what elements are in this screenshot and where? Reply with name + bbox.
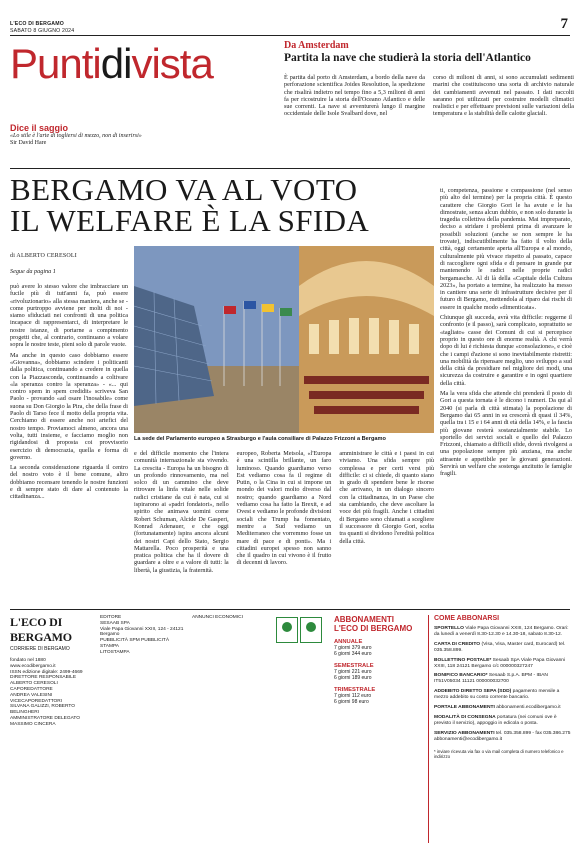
article-column-right [440, 187, 572, 481]
article-column-left [10, 283, 128, 504]
how-item-text: Viale Papa Giovanni XXIII, 124 Bergamo. Orari: da lunedì a venerdì 8.30-12.30 e 14.30-18, sabato 8.30-12. [434, 626, 569, 637]
page-header [10, 21, 74, 34]
subscription-quarterly [334, 687, 424, 705]
saggio-author: Sir David Hare [10, 140, 47, 147]
how-item-text: Sesaab S.p.A. BPM - IBAN IT51V05034 11121 000000032700 [434, 673, 548, 685]
brief-article [284, 40, 574, 118]
how-item-label: CARTA DI CREDITO [434, 641, 481, 647]
paper-name: L'ECO DI BERGAMO [10, 21, 65, 27]
how-item-label: MODALITÀ DI CONSEGNA [434, 714, 496, 720]
how-item-label: SPORTELLO [434, 626, 464, 631]
plan-price: 6 giorni 344 euro [334, 651, 372, 657]
subscription-annual [334, 639, 424, 657]
pubblicita-label: PUBBLICITÀ SPM PUBBLICITÀ [100, 638, 170, 644]
plan-name: ANNUALE [334, 639, 363, 645]
footer-publisher [100, 615, 190, 656]
subscription-semiannual [334, 663, 424, 681]
site-link[interactable]: www.ecodibergamo.it [10, 663, 56, 669]
how-item [434, 658, 574, 670]
caporedattore-name: ANDREA VALESINI [10, 692, 53, 698]
subscriptions [334, 615, 424, 705]
paragraph: e del difficile momento che l'intera comunità internazionale sta vivendo. La crescita - Europa ha un bisogno di un profondo rinnovamento, ma nel solco di un cammino che deve ritrovare la linfa vitale nelle solide radici cristiane da cui è nata, cui si ispirarono ai «padri fondatori», nello spirito che animava uomini come Robert Schuman, Alcide De Gasperi, Konrad Adenauer, e che oggi (fortunatamente) ispira ancora alcuni dei nostri Capi dello Stato, Sergio Mattarella. Poco prosperità e una pratica politica che ha il dovere di guardare a oltre e a valore di tutti: la libertà, la giustizia, la fraternità. [134, 450, 229, 574]
stampa: LITOSTAMPA [100, 649, 130, 655]
director-label: DIRETTORE RESPONSABILE [10, 675, 77, 681]
paragraph: Chiunque gli succeda, avrà vita difficile: reggerne il confronto (e il passo), sarà complicato, soprattutto se «tagliato» casse dei Comuni di cui si percepisce proprio in questo ore di enorme realtà. A chi verrà dopo di lui è richiesta dunque «consolazione», e cioè che i campi d'azione si sono inevitabilmente ristretti: una mobilità da ripensare meglio, uno sviluppo a sud della città da presidiare nel migliore dei modi, una sicurezza da costruire e garantire e in ogni quartiere della città. [440, 314, 572, 387]
section-title-b: di [100, 40, 132, 87]
annunci-label: ANNUNCI ECONOMICI [192, 615, 243, 620]
how-item-text: (Visa, Visa, Master card, Eurocard) tel. 035.358.899. [434, 641, 566, 653]
plan-price: 6 giorni 189 euro [334, 675, 372, 681]
issue-date: SABATO 8 GIUGNO 2024 [10, 27, 75, 34]
footer-rule [10, 609, 570, 610]
editore-label: EDITORE [100, 615, 122, 620]
certification-badges [276, 617, 328, 648]
plan-price: 7 giorni 112 euro [334, 693, 372, 699]
how-item-label: SERVIZIO ABBONAMENTI [434, 730, 495, 736]
footer-brand-sub: CORRIERE DI BERGAMO [10, 646, 70, 652]
how-item-text: tel. 035.358.899 - fax 035.386.275 abbonamenti@ecodibergamo.it [434, 730, 571, 742]
headline-line-2: IL WELFARE È LA SFIDA [10, 203, 370, 238]
amm-name: MASSIMO CINCERA [10, 721, 56, 727]
pefc-badge-icon [276, 617, 298, 643]
footer-logo: L'ECO DI BERGAMO [10, 615, 72, 644]
plan-name: TRIMESTRALE [334, 687, 376, 693]
paragraph: La seconda considerazione riguarda il centro del nostro voto è il bene comune, altro dobbiamo recensare tenendo le nostre funzioni e di sempre stato di dare al contenuto la cittadinanza... [10, 464, 128, 501]
saggio-quote-text: «Lo stile è l'arte di togliersi di mezzo, non di inserirsi» [10, 133, 142, 139]
plan-price: 6 giorni 98 euro [334, 699, 369, 705]
how-item-label: PORTALE ABBONAMENTI [434, 705, 495, 711]
how-item-text: portatura (nei comuni ove è previsto il servizio), appoggio in edicola o posta. [434, 714, 557, 726]
section-title-c: vista [131, 40, 213, 87]
plan-name: SEMESTRALE [334, 663, 374, 669]
editore: SESAAB SPA [100, 620, 130, 626]
article-photo [134, 246, 434, 433]
paragraph: amministrare le città e i paesi in cui viviamo. Una sfida sempre più complessa e per certi versi più difficile: ci si chiede, di quanto siano in grado di spendere bene le risorse che arrivano, in un dialogo sincero con la cittadinanza, in un Paese che sta cambiando, che deve ascoltare la voce dei più fragili. Anche i cittadini di Bergamo sono chiamati a scegliere il successore di Giorgio Gori, scelta tra quanti si dividono l'eredità politica della città. [339, 450, 435, 545]
photo-caption: La sede del Parlamento europeo a Strasburgo e l'aula consiliare di Palazzo Frizzoni a Bergamo [134, 436, 386, 442]
how-item [434, 626, 574, 638]
how-item-text: Sesaab SpA Viale Papa Giovanni XXIII, 118 24121 Bergamo c/c 000000327247 [434, 657, 566, 669]
headline-rule [10, 168, 570, 169]
fsc-badge-icon [300, 617, 322, 643]
brief-col-2: corso di milioni di anni, si sono accumulati sedimenti marini che costituiscono una sorta di archivio naturale dei cambiamenti avvenuti nel passato. I dati raccolti saranno poi utilizzati per costruire modelli climatici realistici e per effettuare previsioni sulle variazioni della temperatura e la stabilità delle calotte glaciali. [433, 74, 574, 118]
how-item [434, 715, 574, 727]
footer-brand [10, 615, 96, 728]
brief-col-1: È partita dal porto di Amsterdam, a bordo della nave da perforazione scientifica Joides Resolution, la spedizione che risalirà indietro nel tempo fino a 5,3 milioni di anni fa per ricostruire la storia dell'Oceano Atlantico e delle sue correnti. La nave si avventurerà lungo il margine occidentale delle Isole Svalbard dove, nel [284, 74, 425, 118]
how-item-label: BONIFICO BANCARIO* [434, 673, 488, 679]
paragraph: Ma anche in questo caso dobbiamo essere «Giovanna», dobbiamo scindere i politicanti dalla politica, continuando a credere in quella con la Piazzasconda, continuando a coltivare «la speranza contro la speranza» - «... qui contro spem in spem credidit» scriveva San Paolo - provando «ad osare l'inosabile» come suona su Don Giorgio la Pira, che della frase di Paolo di Tarso fece il motto della propria vita. Cerchiamo di essere anche noi artefici del nostro tempo. Proviamoci almeno, ancora una volta, tutti insieme, e facciamo moglio non rigidandosi di proposta coi provvisorio esercizio di democrazia, quella e forma di governo. [10, 351, 128, 461]
section-title-a: Punti [10, 40, 101, 87]
brief-body [284, 74, 574, 118]
how-item-label: ADDEBITO DIRETTO SEPA (SDD) [434, 689, 512, 695]
subscriptions-title-1: ABBONAMENTI [334, 615, 394, 624]
article-bottom-columns [134, 450, 434, 574]
subscriptions-title [334, 615, 424, 633]
how-item-text: pagamento mensile a mezzo addebito su conto corrente bancario. [434, 689, 560, 701]
paragraph: europeo, Roberta Metsola, «l'Europa è una scintilla brillante, un faro luminoso. Quando guardiamo verso Est vediamo cosa fa il regime di Putin, o la Cina in cui si impone un mondo dei valori molto diverso dal nostro; quando guardiamo a Nord vediamo cosa ha fatto la Brexit, e ad Ovest e vediamo le profonde divisioni sociali che Trump ha fomentato, mentre a Sud vediamo un Mediterraneo che vorremmo fosse un mare di pace e di ponti». Ma i cittadini europei spesso non sanno che il quadro in cui vivono è il frutto di decenni di lavoro. [236, 450, 332, 567]
how-item[interactable] [434, 705, 574, 711]
parliament-photo-illustration [134, 246, 434, 433]
vice-names: SILVANA GALIZZI, ROBERTO BELINGHERI [10, 704, 75, 716]
caporedattore-label: CAPOREDATTORE [10, 686, 53, 692]
plan-price: 7 giorni 379 euro [334, 645, 372, 651]
paragraph: ti, competenza, passione e compassione (nel senso più alto del termine) per la propria città. È questo carattere che Giorgio Gori le ha avute e le ha dimostrate, senza alcun dubbio, e non solo durante la tragedia collettiva della pandemia. Mai impreparato, deciso a stridare i problemi prima di avanzare le possibili soluzioni (anche se non sempre le ha trovate), indiscutibilmente ha fatto il volto della città, oggi certamente aperta all'Europa e al mondo, culturalmente più vivace rispetto al passato, capace di raccogliere ogni sfida e di pensare in grande pur mantenendo le radici nelle proprie radici bergamasche. Al di là della «Capitale della Cultura 2023», ha portato a termine, ha realizzato ha messo in cantiere una serie di infrastrutture decisive per il futuro di Bergamo, mettendola al riparo dai rischi di essere in qualche modo «dimenticata». [440, 187, 572, 311]
brief-kicker: Da Amsterdam [284, 40, 349, 51]
subscriptions-divider [428, 615, 429, 843]
how-item [434, 731, 574, 743]
how-item [434, 689, 574, 701]
brief-title: Partita la nave che studierà la storia dell'Atlantico [284, 52, 531, 64]
how-item [434, 642, 574, 654]
main-headline [10, 174, 400, 236]
footer-annunci [192, 615, 272, 621]
page-number: 7 [560, 16, 568, 32]
issn: ISSN edizione digitale: 2499-4669 [10, 669, 83, 675]
continued-from: Segue da pagina 1 [10, 268, 56, 275]
how-note: * inviare ricevuta via fax o via mail completa di numero telefonico e indirizzo [434, 748, 564, 759]
director-name: ALBERTO CERESOLI [10, 681, 58, 687]
plan-price: 7 giorni 221 euro [334, 669, 372, 675]
paragraph: Ma la vera sfida che attende chi prenderà il posto di Gori a questa tornata è le dicono i numeri. Da qui al 2040 (si parla di città stimata) la popolazione di Bergamo dai 65 anni in su crescerà di quasi il 34%, quella tra i 15 e i 64 anni di età della 14%, e la fascia più giovane resterà sostanzialmente stabile. Lo sportello dei servizi sociali e quello del Palazzo Frizzoni, chiamato a difficili sfide, dovrà rivolgersi a una popolazione sempre più anziana, ma anche attraente e appetibile per le giovani generazioni. Servirà un welfare che sostenga anzitutto le famiglie fragili. [440, 390, 572, 478]
header-rule [10, 35, 570, 36]
section-title [10, 40, 213, 88]
paragraph: può avere lo stesso valore che imbracciare un fucile più di tutt'anni fa, può essere «rivoluzionario» alla stessa maniera, anche se - come purtroppo avviene per molti di noi - siamo sfiduciati nei confronti di una politica incapace di rappresentarci, di interpretare le nostre istanze, di portarne a compimento progetti che, al contrario, continuano a volare sopra le nostre teste, pieni solo di parole vuote. [10, 283, 128, 349]
how-item-text[interactable]: abbonamenti.ecodibergamo.it [496, 705, 561, 711]
founded: fondato nel 1880 [10, 658, 46, 663]
how-item-label: BOLLETTINO POSTALE* [434, 657, 492, 663]
vice-label: VICECAPOREDATTORI [10, 698, 63, 704]
byline: di ALBERTO CERESOLI [10, 253, 77, 259]
how-to-subscribe [434, 615, 574, 759]
headline-line-1: BERGAMO VA AL VOTO [10, 172, 358, 207]
subscriptions-title-2: L'ECO DI BERGAMO [334, 624, 413, 633]
saggio-title: Dice il saggio [10, 123, 69, 133]
saggio-quote [10, 133, 260, 147]
editore-address: Viale Papa Giovanni XXIII, 124 - 24121 Bergamo [100, 626, 184, 638]
how-title: COME ABBONARSI [434, 615, 500, 622]
amm-label: AMMINISTRATORE DELEGATO [10, 715, 81, 721]
how-item [434, 673, 574, 685]
stampa-label: STAMPA [100, 643, 120, 649]
